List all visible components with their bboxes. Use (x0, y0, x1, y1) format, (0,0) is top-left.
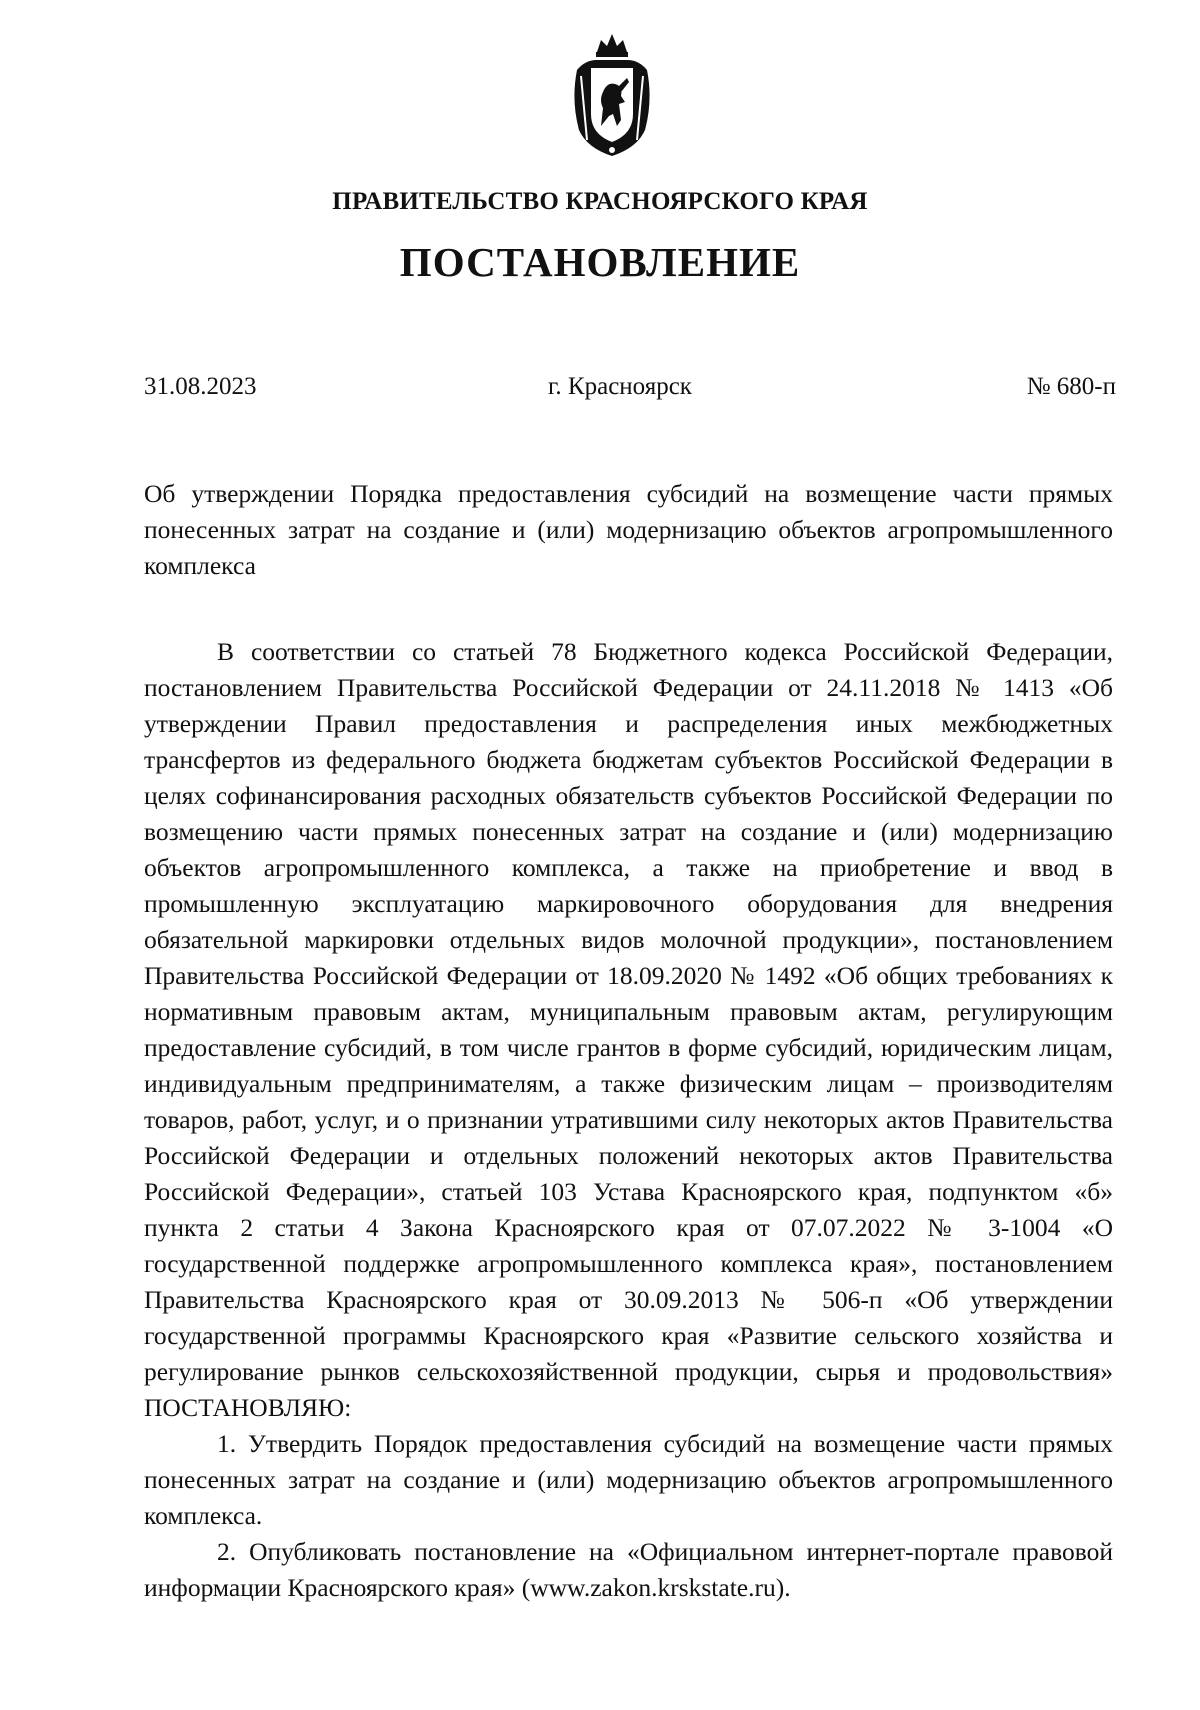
document-number: № 680-п (1026, 373, 1116, 400)
preamble-paragraph: В соответствии со статьей 78 Бюджетного кодекса Российской Федерации, постановлением Правительства Российской Федерации от 24.11.2018 № 1413 «Об утверждении Правил предоставления и распределения иных межбюджетных трансфертов из федерального бюджета бюджетам субъектов Российской Федерации в целях софинансирования расходных обязательств субъектов Российской Федерации по возмещению части прямых понесенных затрат на создание и (или) модернизацию объектов агропромышленного комплекса, а также на приобретение и ввод в промышленную эксплуатацию маркировочного оборудования для внедрения обязательной маркировки отдельных видов молочной продукции», постановлением Правительства Российской Федерации от 18.09.2020 № 1492 «Об общих требованиях к нормативным правовым актам, муниципальным правовым актам, регулирующим предоставление субсидий, в том числе грантов в форме субсидий, юридическим лицам, индивидуальным предпринимателям, а также физическим лицам – производителям товаров, работ, услуг, и о признании утратившими силу некоторых актов Правительства Российской Федерации и отдельных положений некоторых актов Правительства Российской Федерации», статьей 103 Устава Красноярского края, подпунктом «б» пункта 2 статьи 4 Закона Красноярского края от 07.07.2022 № 3-1004 «О государственной поддержке агропромышленного комплекса края», постановлением Правительства Красноярского края от 30.09.2013 № 506-п «Об утверждении государственной программы Красноярского края «Развитие сельского хозяйства и регулирование рынков сельскохозяйственной продукции, сырья и продовольствия» ПОСТАНОВЛЯЮ: (144, 637, 1113, 1422)
document-subject: Об утверждении Порядка предоставления субсидий на возмещение части прямых понесенных затрат на создание и (или) модернизацию объектов агропромышленного комплекса (144, 479, 1113, 580)
document-date: 31.08.2023 (144, 373, 257, 400)
resolution-item-1: 1. Утвердить Порядок предоставления субсидий на возмещение части прямых понесенных затрат на создание и (или) модернизацию объектов агропромышленного комплекса. (144, 1429, 1113, 1530)
government-title: ПРАВИТЕЛЬСТВО КРАСНОЯРСКОГО КРАЯ (332, 188, 868, 215)
document-city: г. Красноярск (548, 373, 692, 400)
coat-of-arms-icon (567, 30, 657, 162)
resolution-item-2: 2. Опубликовать постановление на «Официальном интернет-портале правовой информации Красноярского края» (www.zakon.krskstate.ru). (144, 1537, 1113, 1602)
document-type-title: ПОСТАНОВЛЕНИЕ (399, 239, 801, 285)
document-body (144, 634, 1113, 1606)
